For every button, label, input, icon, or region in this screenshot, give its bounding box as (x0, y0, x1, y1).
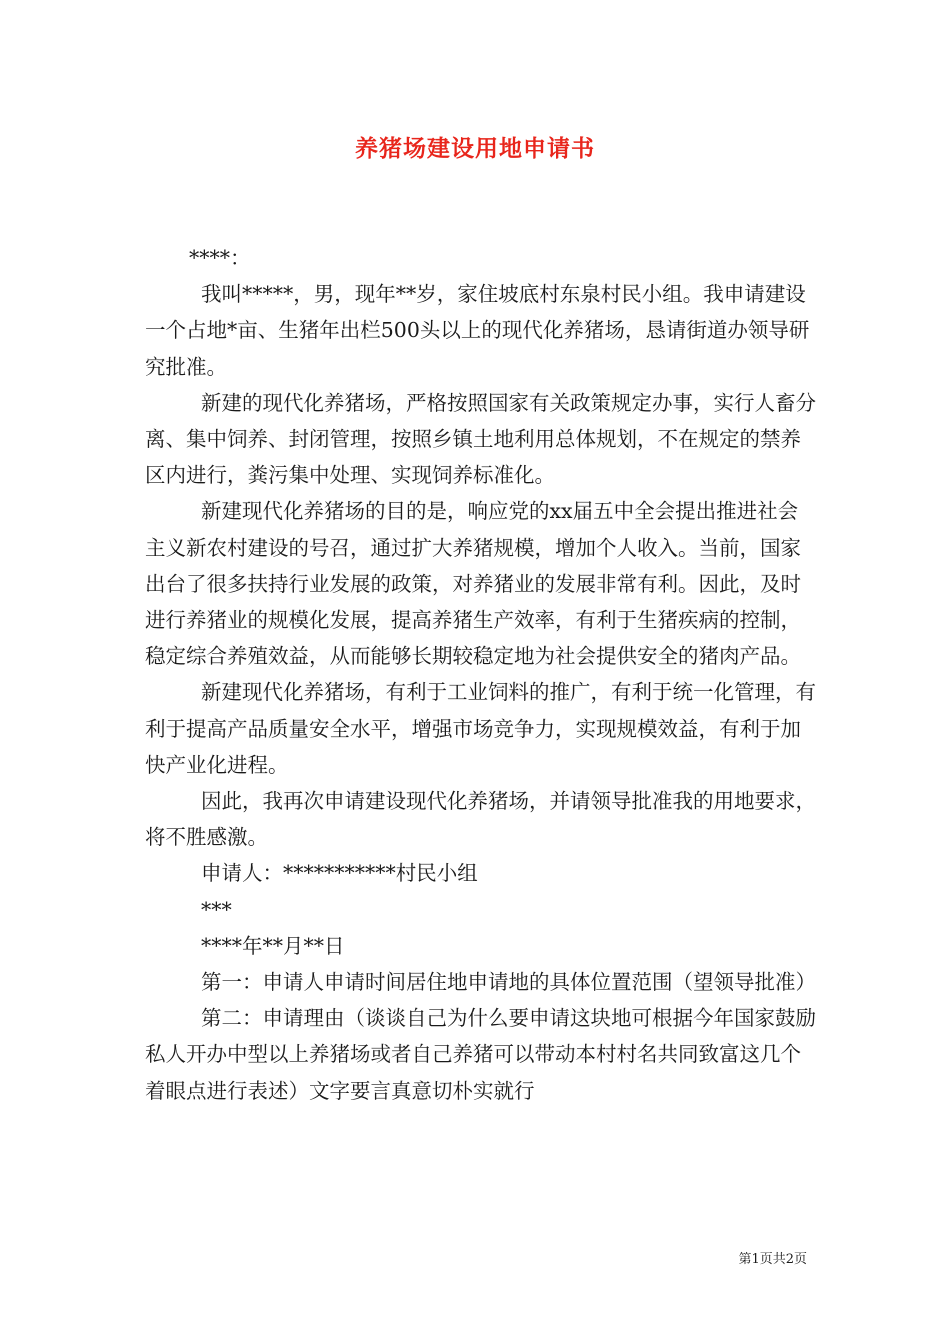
signature-line: *** (201, 897, 232, 922)
paragraph-1: 我叫*****，男，现年**岁，家住坡底村东泉村民小组。我申请建设一个占地*亩、生猪年出栏500头以上的现代化养猪场，恳请街道办领导研究批准。 (145, 282, 810, 379)
applicant-line: 申请人：***********村民小组 (201, 861, 478, 886)
note-1: 第一：申请人申请时间居住地申请地的具体位置范围（望领导批准） (201, 970, 816, 995)
note-2: 第二：申请理由（谈谈自己为什么要申请这块地可根据今年国家鼓励私人开办中型以上养猪场或者自己养猪可以带动本村村名共同致富这几个着眼点进行表述）文字要言真意切朴实就行 (145, 1006, 816, 1103)
page-number: 第1页共2页 (738, 1252, 807, 1267)
salutation: ****： (189, 246, 251, 270)
paragraph-3: 新建现代化养猪场的目的是，响应党的xx届五中全会提出推进社会主义新农村建设的号召，通过扩大养猪规模，增加个人收入。当前，国家出台了很多扶持行业发展的政策，对养猪业的发展非常有利。因此，及时进行养猪业的规模化发展，提高养猪生产效率，有利于生猪疾病的控制，稳定综合养殖效益，从而能够长期较稳定地为社会提供安全的猪肉产品。 (145, 499, 801, 669)
paragraph-5: 因此，我再次申请建设现代化养猪场，并请领导批准我的用地要求，将不胜感激。 (145, 789, 816, 850)
document-title: 养猪场建设用地申请书 (355, 135, 595, 162)
paragraph-4: 新建现代化养猪场，有利于工业饲料的推广，有利于统一化管理，有利于提高产品质量安全水平，增强市场竞争力，实现规模效益，有利于加快产业化进程。 (145, 680, 816, 777)
paragraph-2: 新建的现代化养猪场，严格按照国家有关政策规定办事，实行人畜分离、集中饲养、封闭管理，按照乡镇土地利用总体规划，不在规定的禁养区内进行，粪污集中处理、实现饲养标准化。 (145, 390, 816, 488)
document-body (145, 240, 817, 1109)
date-line: ****年**月**日 (201, 933, 345, 958)
